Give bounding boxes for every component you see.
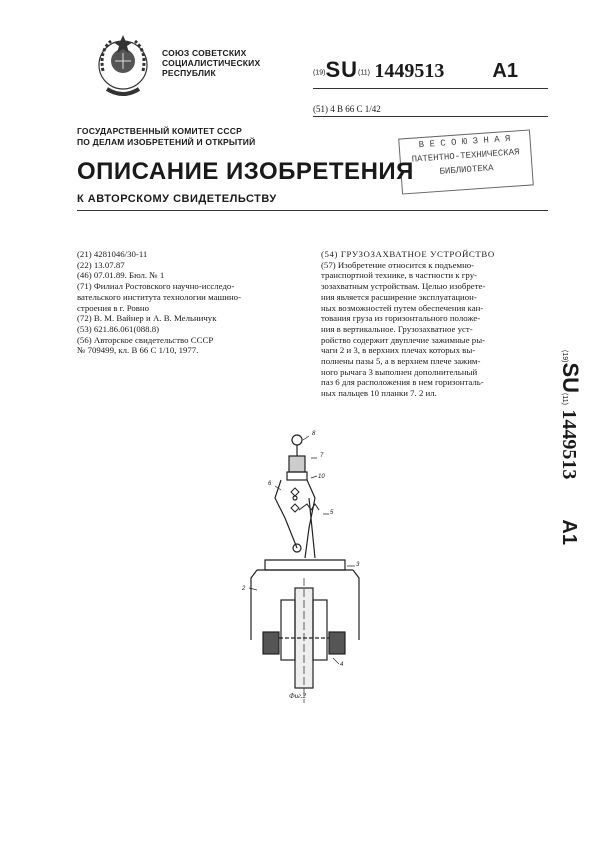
abstract-line: чаги 2 и 3, в верхних плечах которых вы- xyxy=(321,345,476,356)
committee-line: ПО ДЕЛАМ ИЗОБРЕТЕНИЙ И ОТКРЫТИЙ xyxy=(77,137,256,147)
biblio-line: (46) 07.01.89. Бюл. № 1 xyxy=(77,270,165,281)
patent-number-block xyxy=(313,57,518,83)
biblio-line: (56) Авторское свидетельство СССР xyxy=(77,334,214,345)
side-kind-code: A1 xyxy=(558,519,580,545)
abstract-line: (57) Изобретение относится к подъемно- xyxy=(321,259,475,270)
figure-label: 10 xyxy=(318,474,325,480)
divider xyxy=(313,88,548,89)
figure-label: 8 xyxy=(312,431,316,437)
abstract-line: ных возможностей путем обеспечения кан- xyxy=(321,302,484,313)
side-patent-number xyxy=(553,350,583,690)
ipc-class xyxy=(313,104,381,114)
biblio-line: (72) В. М. Вайнер и А. В. Мельничук xyxy=(77,313,217,324)
org-line: СОЦИАЛИСТИЧЕСКИХ xyxy=(162,58,261,68)
kind-code: A1 xyxy=(492,60,518,82)
figure-label: 7 xyxy=(320,453,324,459)
abstract-heading: (54) ГРУЗОЗАХВАТНОЕ УСТРОЙСТВО xyxy=(321,249,495,259)
library-stamp xyxy=(398,129,534,194)
biblio-line: строения в г. Ровно xyxy=(77,302,150,313)
biblio-line: (22) 13.07.87 xyxy=(77,259,125,270)
country-code: SU xyxy=(325,57,359,82)
stamp-line: ПАТЕНТНО-ТЕХНИЧЕСКАЯ xyxy=(411,147,520,165)
abstract-line: ройство содержит двуплечие зажимные ры- xyxy=(321,334,486,345)
abstract xyxy=(321,249,549,399)
biblio-line: № 709499, кл. В 66 С 1/10, 1977. xyxy=(77,345,199,356)
stamp-line: БИБЛИОТЕКА xyxy=(439,163,494,177)
stamp-line: В Е С О Ю З Н А Я xyxy=(418,133,511,151)
abstract-line: ния в вертикальное. Грузозахватное уст- xyxy=(321,323,473,334)
abstract-line: тования груза из горизонтального положе- xyxy=(321,313,481,324)
biblio-line: (21) 4281046/30-11 xyxy=(77,249,148,259)
abstract-line: полнены пазы 5, а в верхнем плече зажим- xyxy=(321,356,481,367)
ussr-emblem-icon xyxy=(93,31,153,109)
abstract-line: ного рычага 3 выполнен дополнительный xyxy=(321,366,478,377)
figure-label: 5 xyxy=(330,510,334,516)
org-name xyxy=(162,48,260,78)
biblio-line: (53) 621.86.061(088.8) xyxy=(77,323,160,334)
side-country-code: SU xyxy=(558,362,583,394)
figure-label: 6 xyxy=(268,481,272,487)
committee-line: ГОСУДАРСТВЕННЫЙ КОМИТЕТ СССР xyxy=(77,126,242,136)
org-line: РЕСПУБЛИК xyxy=(162,68,216,78)
figure-label: 4 xyxy=(340,662,344,668)
biblio-line: (71) Филиал Ростовского научно-исследо- xyxy=(77,281,235,292)
biblio-line: вательского института технологии машино- xyxy=(77,291,241,302)
abstract-line: транспортной технике, в частности к гру- xyxy=(321,270,478,281)
abstract-line: зозахватным устройствам. Целью изобрете- xyxy=(321,281,486,292)
ipc-prefix: (51) 4 xyxy=(313,104,335,114)
figure-caption: Фиг.2 xyxy=(289,692,307,700)
side-inid-11: (11) xyxy=(561,393,568,405)
side-inid-19: (19) xyxy=(561,350,568,363)
patent-number: 1449513 xyxy=(374,60,445,82)
document-title: ОПИСАНИЕ ИЗОБРЕТЕНИЯ xyxy=(77,158,414,185)
side-patent-number-value: 1449513 xyxy=(558,409,580,480)
bibliographic-data xyxy=(77,249,312,356)
ipc-code: B 66 C 1/42 xyxy=(337,104,381,114)
inid-11: (11) xyxy=(358,69,370,77)
figure-label: 2 xyxy=(242,586,246,592)
divider xyxy=(77,210,548,211)
figure-label: 3 xyxy=(356,562,360,568)
committee-name xyxy=(77,126,255,148)
abstract-line: ния является расширение эксплуатацион- xyxy=(321,291,477,302)
divider xyxy=(313,116,548,117)
abstract-line: ных пальцев 10 планки 7. 2 ил. xyxy=(321,388,437,399)
org-line: СОЮЗ СОВЕТСКИХ xyxy=(162,48,247,58)
device-drawing xyxy=(235,428,375,708)
inid-19: (19) xyxy=(313,69,326,77)
abstract-line: паз 6 для расположения в нем горизонталь- xyxy=(321,377,484,388)
document-subtitle: К АВТОРСКОМУ СВИДЕТЕЛЬСТВУ xyxy=(77,193,277,205)
